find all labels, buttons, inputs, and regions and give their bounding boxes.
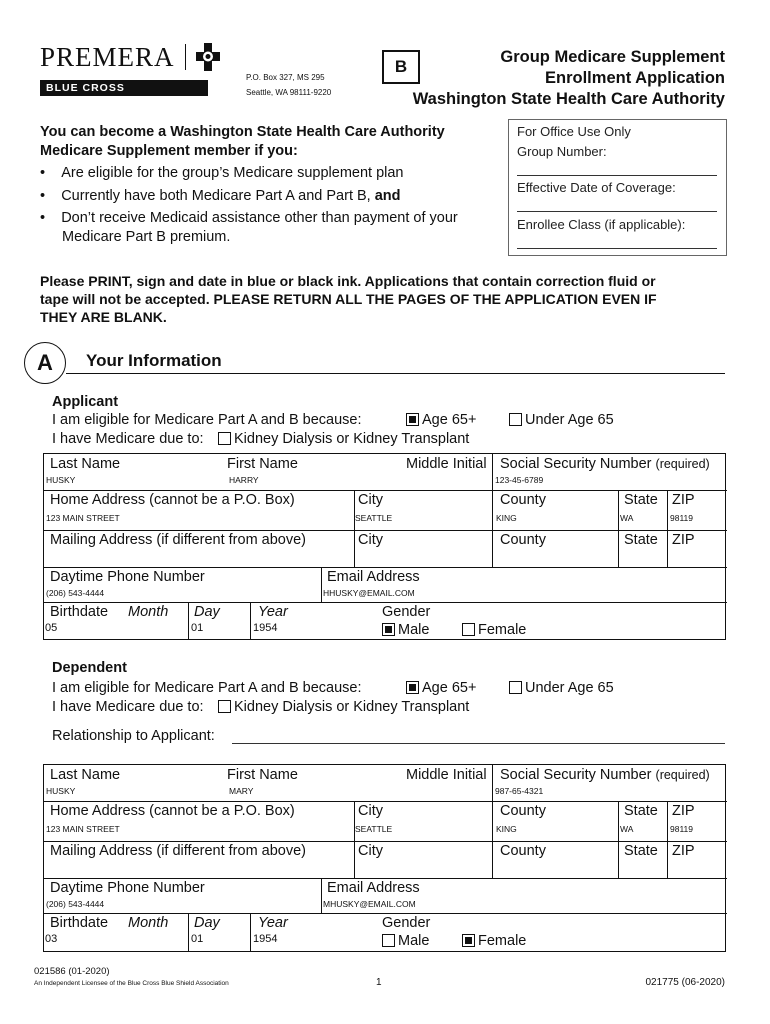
footer-page-number: 1 xyxy=(376,977,382,988)
effective-date-field[interactable] xyxy=(517,211,717,212)
applicant-male-checkbox[interactable] xyxy=(382,623,395,636)
dependent-first-name-value[interactable]: MARY xyxy=(229,786,254,796)
dependent-month-value[interactable]: 03 xyxy=(45,933,58,945)
dependent-ssn-value[interactable]: 987-65-4321 xyxy=(495,786,544,796)
applicant-heading: Applicant xyxy=(52,394,119,410)
dependent-last-name-value[interactable]: HUSKY xyxy=(46,786,76,796)
dependent-year-value[interactable]: 1954 xyxy=(253,933,278,945)
applicant-city-label: City xyxy=(358,492,383,508)
intro-heading1: You can become a Washington State Health Care Authority xyxy=(40,124,445,140)
enrollee-class-field[interactable] xyxy=(517,248,717,249)
applicant-age65-checkbox[interactable] xyxy=(406,413,419,426)
applicant-year-value[interactable]: 1954 xyxy=(253,622,278,634)
relationship-label: Relationship to Applicant: xyxy=(52,728,215,744)
dependent-county-value[interactable]: KING xyxy=(496,824,517,834)
applicant-city-value[interactable]: SEATTLE xyxy=(355,513,393,523)
applicant-eligible-label: I am eligible for Medicare Part A and B because: xyxy=(52,412,362,428)
address-line2: Seattle, WA 98111-9220 xyxy=(246,88,332,97)
dependent-heading: Dependent xyxy=(52,660,127,676)
applicant-first-name-label: First Name xyxy=(227,456,298,472)
applicant-month-label: Month xyxy=(128,604,169,620)
dependent-kidney-checkbox[interactable] xyxy=(218,700,231,713)
applicant-kidney-option[interactable]: Kidney Dialysis or Kidney Transplant xyxy=(218,431,469,447)
dependent-table xyxy=(43,764,726,952)
dependent-mailing-county-label: County xyxy=(500,843,546,859)
applicant-last-name-label: Last Name xyxy=(50,456,121,472)
dependent-male-option[interactable]: Male xyxy=(382,933,429,949)
applicant-first-name-value[interactable]: HARRY xyxy=(229,475,259,485)
applicant-state-value[interactable]: WA xyxy=(620,513,634,523)
applicant-county-label: County xyxy=(500,492,546,508)
section-a-title: Your Information xyxy=(86,351,222,370)
intro-bullet2: • Currently have both Medicare Part A and Part B, and xyxy=(40,188,401,204)
dependent-female-option[interactable]: Female xyxy=(462,933,526,949)
logo-text: PREMERA xyxy=(40,42,175,72)
footer-form-code: 021586 (01-2020) xyxy=(34,966,110,977)
dependent-eligible-label: I am eligible for Medicare Part A and B because: xyxy=(52,680,362,696)
title-line2: Enrollment Application xyxy=(545,69,725,87)
applicant-mailing-address-label: Mailing Address (if different from above) xyxy=(50,532,307,548)
dependent-last-name-label: Last Name xyxy=(50,767,121,783)
applicant-table xyxy=(43,453,726,640)
applicant-medicare-due-label: I have Medicare due to: xyxy=(52,431,204,447)
applicant-age65-option[interactable]: Age 65+ xyxy=(406,412,476,428)
applicant-address-value[interactable]: 123 MAIN STREET xyxy=(46,513,120,523)
applicant-email-label: Email Address xyxy=(327,569,420,585)
office-group-number: Group Number: xyxy=(517,144,607,159)
applicant-email-value[interactable]: HHUSKY@EMAIL.COM xyxy=(323,588,415,598)
applicant-birthdate-label: Birthdate xyxy=(50,604,109,620)
applicant-day-value[interactable]: 01 xyxy=(191,622,204,634)
dependent-zip-value[interactable]: 98119 xyxy=(670,824,694,834)
applicant-ssn-label: Social Security Number (required) xyxy=(500,456,710,472)
footer-form-code-right: 021775 (06-2020) xyxy=(645,977,725,988)
applicant-phone-label: Daytime Phone Number xyxy=(50,569,205,585)
applicant-mailing-zip-label: ZIP xyxy=(672,532,695,548)
dependent-female-checkbox[interactable] xyxy=(462,934,475,947)
dependent-phone-value[interactable]: (206) 543-4444 xyxy=(46,899,105,909)
applicant-mailing-city-label: City xyxy=(358,532,383,548)
dependent-mailing-zip-label: ZIP xyxy=(672,843,695,859)
address-line1: P.O. Box 327, MS 295 xyxy=(246,73,325,82)
applicant-under65-option[interactable]: Under Age 65 xyxy=(509,412,614,428)
applicant-female-option[interactable]: Female xyxy=(462,622,526,638)
dependent-age65-checkbox[interactable] xyxy=(406,681,419,694)
dependent-phone-label: Daytime Phone Number xyxy=(50,880,205,896)
applicant-mailing-county-label: County xyxy=(500,532,546,548)
intro-bullet1: • Are eligible for the group’s Medicare supplement plan xyxy=(40,165,404,181)
applicant-day-label: Day xyxy=(194,604,220,620)
form-letter-box: B xyxy=(382,50,420,84)
dependent-ssn-label: Social Security Number (required) xyxy=(500,767,710,783)
applicant-under65-checkbox[interactable] xyxy=(509,413,522,426)
premera-logo xyxy=(40,42,220,73)
dependent-day-value[interactable]: 01 xyxy=(191,933,204,945)
dependent-mailing-address-label: Mailing Address (if different from above) xyxy=(50,843,307,859)
dependent-kidney-option[interactable]: Kidney Dialysis or Kidney Transplant xyxy=(218,699,469,715)
dependent-middle-initial-label: Middle Initial xyxy=(406,767,487,783)
dependent-mailing-state-label: State xyxy=(624,843,658,859)
dependent-age65-option[interactable]: Age 65+ xyxy=(406,680,476,696)
applicant-kidney-checkbox[interactable] xyxy=(218,432,231,445)
applicant-home-address-label: Home Address (cannot be a P.O. Box) xyxy=(50,492,295,508)
applicant-last-name-value[interactable]: HUSKY xyxy=(46,475,76,485)
intro-heading2: Medicare Supplement member if you: xyxy=(40,143,298,159)
logo-subtitle: BLUE CROSS xyxy=(40,80,208,96)
applicant-county-value[interactable]: KING xyxy=(496,513,517,523)
applicant-state-label: State xyxy=(624,492,658,508)
footer-licensee: An Independent Licensee of the Blue Cross Blue Shield Association xyxy=(34,980,229,987)
applicant-phone-value[interactable]: (206) 543-4444 xyxy=(46,588,105,598)
dependent-home-address-label: Home Address (cannot be a P.O. Box) xyxy=(50,803,295,819)
dependent-under65-checkbox[interactable] xyxy=(509,681,522,694)
relationship-field[interactable] xyxy=(232,743,725,744)
dependent-birthdate-label: Birthdate xyxy=(50,915,109,931)
dependent-day-label: Day xyxy=(194,915,220,931)
applicant-zip-label: ZIP xyxy=(672,492,695,508)
section-a-rule xyxy=(66,373,725,374)
title-line3: Washington State Health Care Authority xyxy=(412,90,725,108)
dependent-county-label: County xyxy=(500,803,546,819)
blue-cross-shield-icon xyxy=(196,43,220,71)
office-title: For Office Use Only xyxy=(517,124,631,139)
section-a-badge: A xyxy=(24,342,66,384)
dependent-under65-option[interactable]: Under Age 65 xyxy=(509,680,614,696)
dependent-city-label: City xyxy=(358,803,383,819)
applicant-male-option[interactable]: Male xyxy=(382,622,429,638)
applicant-middle-initial-label: Middle Initial xyxy=(406,456,487,472)
group-number-field[interactable] xyxy=(517,175,717,176)
dependent-medicare-due-label: I have Medicare due to: xyxy=(52,699,204,715)
dependent-gender-label: Gender xyxy=(382,915,431,931)
applicant-month-value[interactable]: 05 xyxy=(45,622,58,634)
dependent-email-value[interactable]: MHUSKY@EMAIL.COM xyxy=(323,899,416,909)
dependent-city-value[interactable]: SEATTLE xyxy=(355,824,393,834)
dependent-state-label: State xyxy=(624,803,658,819)
instructions-line1: Please PRINT, sign and date in blue or black ink. Applications that contain correction fluid or xyxy=(40,273,656,289)
dependent-month-label: Month xyxy=(128,915,169,931)
instructions-line2: tape will not be accepted. PLEASE RETURN ALL THE PAGES OF THE APPLICATION EVEN IF xyxy=(40,291,657,307)
dependent-email-label: Email Address xyxy=(327,880,420,896)
dependent-mailing-city-label: City xyxy=(358,843,383,859)
applicant-gender-label: Gender xyxy=(382,604,431,620)
intro-bullet3: • Don’t receive Medicaid assistance other than payment of your xyxy=(40,210,458,226)
applicant-year-label: Year xyxy=(258,604,288,620)
office-enrollee-class: Enrollee Class (if applicable): xyxy=(517,217,686,232)
dependent-male-checkbox[interactable] xyxy=(382,934,395,947)
title-line1: Group Medicare Supplement xyxy=(500,48,725,66)
applicant-zip-value[interactable]: 98119 xyxy=(670,513,694,523)
office-effective-date: Effective Date of Coverage: xyxy=(517,180,676,195)
dependent-year-label: Year xyxy=(258,915,288,931)
dependent-first-name-label: First Name xyxy=(227,767,298,783)
dependent-zip-label: ZIP xyxy=(672,803,695,819)
applicant-mailing-state-label: State xyxy=(624,532,658,548)
applicant-ssn-value[interactable]: 123-45-6789 xyxy=(495,475,544,485)
instructions-line3: THEY ARE BLANK. xyxy=(40,309,167,325)
applicant-female-checkbox[interactable] xyxy=(462,623,475,636)
intro-bullet3-cont: Medicare Part B premium. xyxy=(62,229,231,245)
dependent-state-value[interactable]: WA xyxy=(620,824,634,834)
dependent-address-value[interactable]: 123 MAIN STREET xyxy=(46,824,120,834)
office-use-box xyxy=(508,119,727,256)
